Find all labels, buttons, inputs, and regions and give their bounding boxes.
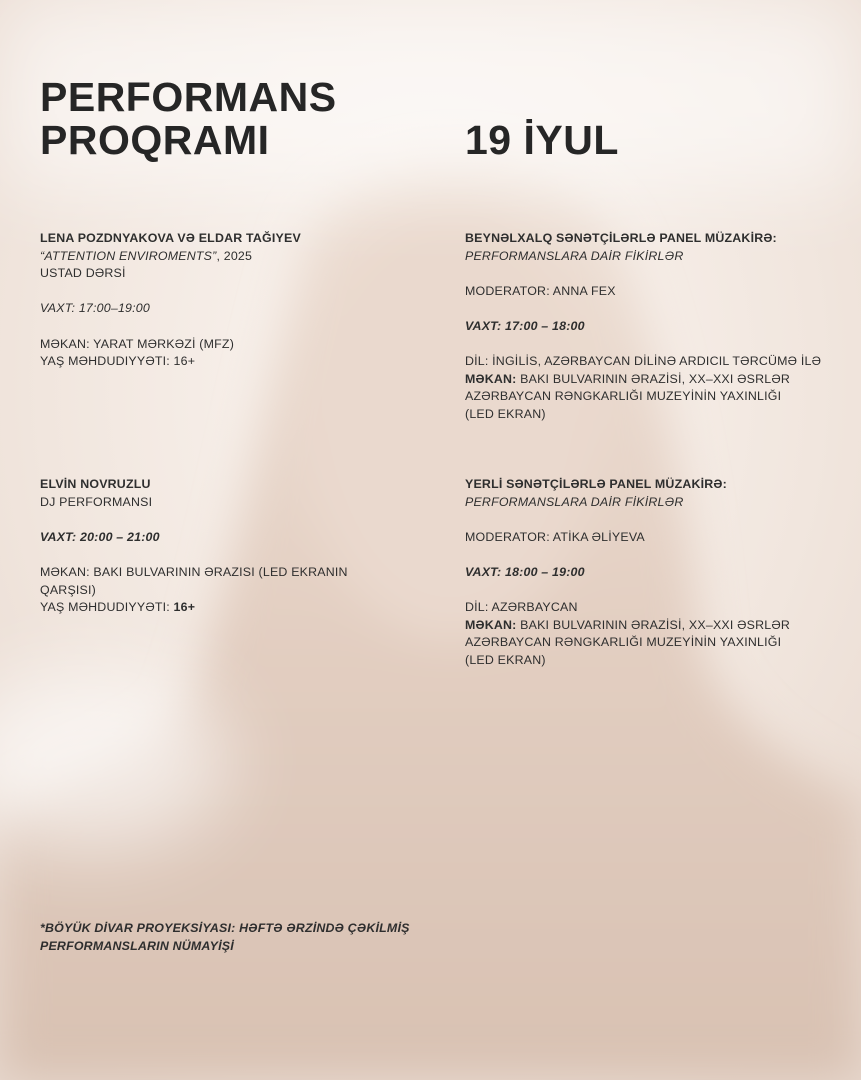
event-name: LENA POZDNYAKOVA VƏ ELDAR TAĞIYEV bbox=[40, 231, 301, 245]
event-name: ELVİN NOVRUZLU bbox=[40, 477, 151, 491]
event-block bbox=[465, 230, 821, 424]
age-value: 16+ bbox=[169, 600, 196, 615]
event-name: BEYNƏLXALQ SƏNƏTÇİLƏRLƏ PANEL MÜZAKİRƏ: bbox=[465, 231, 777, 245]
age-label: YAŞ MƏHDUDIYYƏTI: bbox=[40, 600, 170, 615]
event-subtitle: PERFORMANSLARA DAİR FİKİRLƏR bbox=[465, 494, 684, 509]
event-time: VAXT: 18:00 – 19:00 bbox=[465, 564, 585, 579]
event-block bbox=[465, 476, 790, 670]
event-age-limit: YAŞ MƏHDUDIYYƏTI: 16+ bbox=[40, 354, 196, 369]
event-venue-line-2: AZƏRBAYCAN RƏNGKARLIĞI MUZEYİNİN YAXINLIĞI bbox=[465, 389, 782, 404]
venue-label: MƏKAN: bbox=[465, 371, 517, 386]
event-language: DİL: İNGİLİS, AZƏRBAYCAN DİLİNƏ ARDICIL TƏRCÜMƏ İLƏ bbox=[465, 354, 822, 369]
work-title: “ATTENTION ENVIROMENTS” bbox=[40, 248, 217, 263]
event-venue bbox=[465, 617, 790, 635]
venue-label: MƏKAN: bbox=[465, 617, 517, 632]
venue-text: BAKI BULVARININ ƏRAZİSİ, XX–XXI ƏSRLƏR bbox=[516, 371, 791, 386]
event-type: USTAD DƏRSİ bbox=[40, 266, 126, 281]
venue-text: BAKI BULVARININ ƏRAZİSİ, XX–XXI ƏSRLƏR bbox=[516, 617, 791, 632]
event-type: DJ PERFORMANSI bbox=[40, 494, 153, 509]
event-time: VAXT: 17:00–19:00 bbox=[40, 301, 150, 316]
event-venue-line-3: (LED EKRAN) bbox=[465, 652, 546, 667]
footnote-line-2: PERFORMANSLARIN NÜMAYİŞİ bbox=[40, 938, 234, 953]
event-venue-line-2: QARŞISI) bbox=[40, 582, 96, 597]
event-venue-line-2: AZƏRBAYCAN RƏNGKARLIĞI MUZEYİNİN YAXINLIĞI bbox=[465, 635, 782, 650]
title-line-1: PERFORMANS bbox=[40, 74, 337, 120]
footnote bbox=[40, 920, 410, 955]
event-subtitle: PERFORMANSLARA DAİR FİKİRLƏR bbox=[465, 248, 684, 263]
event-language: DİL: AZƏRBAYCAN bbox=[465, 600, 578, 615]
event-moderator: MODERATOR: ANNA FEX bbox=[465, 283, 616, 298]
event-venue: MƏKAN: YARAT MƏRKƏZİ (MFZ) bbox=[40, 336, 235, 351]
event-date: 19 İYUL bbox=[465, 117, 619, 163]
event-moderator: MODERATOR: ATİKA ƏLİYEVA bbox=[465, 529, 645, 544]
event-venue: MƏKAN: BAKI BULVARININ ƏRAZISI (LED EKRANIN bbox=[40, 564, 348, 579]
event-name: YERLİ SƏNƏTÇİLƏRLƏ PANEL MÜZAKİRƏ: bbox=[465, 477, 727, 491]
event-venue bbox=[465, 371, 821, 389]
event-time: VAXT: 20:00 – 21:00 bbox=[40, 529, 160, 544]
event-venue-line-3: (LED EKRAN) bbox=[465, 406, 546, 421]
page-title bbox=[40, 76, 337, 162]
event-time: VAXT: 17:00 – 18:00 bbox=[465, 318, 585, 333]
event-block bbox=[40, 476, 348, 617]
event-work bbox=[40, 248, 301, 266]
event-block bbox=[40, 230, 301, 371]
title-line-2: PROQRAMI bbox=[40, 117, 270, 163]
footnote-line-1: *BÖYÜK DİVAR PROYEKSİYASI: HƏFTƏ ƏRZİNDƏ ÇƏKİLMİŞ bbox=[40, 921, 410, 935]
work-year: , 2025 bbox=[216, 248, 253, 263]
event-age-limit bbox=[40, 599, 348, 617]
